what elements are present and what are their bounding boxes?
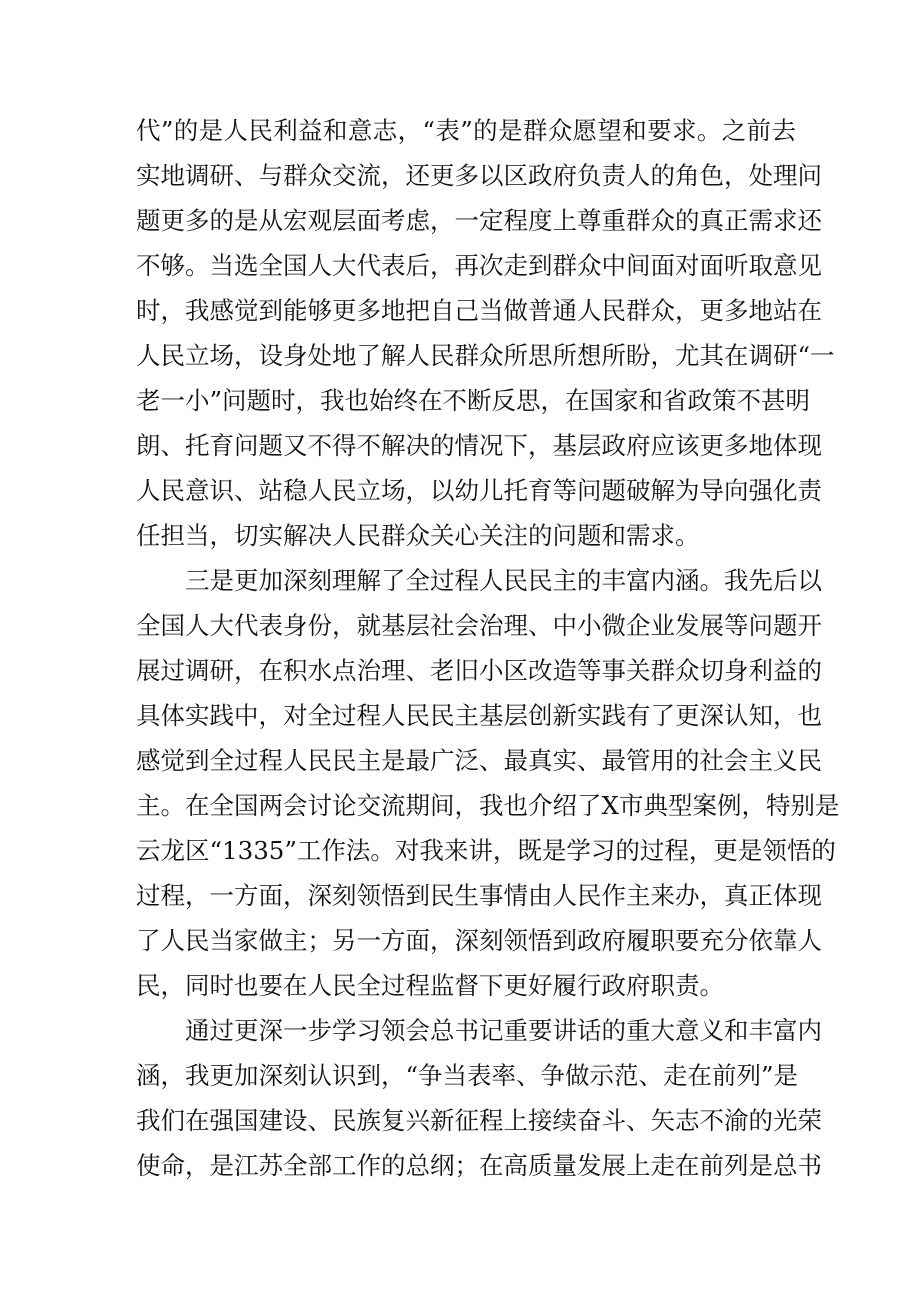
text-line: 云龙区“1335”工作法。对我来讲，既是学习的过程，更是领悟的: [136, 836, 836, 865]
document-body: [136, 108, 840, 1188]
text-line: 了人民当家做主；另一方面，深刻领悟到政府履职要充分依靠人: [136, 926, 822, 955]
text-line: 民，同时也要在人民全过程监督下更好履行政府职责。: [136, 971, 724, 1000]
text-line: 人民立场，设身处地了解人民群众所思所想所盼，尤其在调研“一: [136, 341, 835, 370]
text-line: 主。在全国两会讨论交流期间，我也介绍了X市典型案例，特别是: [136, 791, 840, 820]
paragraph-first-line: 三是更加深刻理解了全过程人民民主的丰富内涵。我先后以: [185, 566, 822, 595]
text-line: 具体实践中，对全过程人民民主基层创新实践有了更深认知，也: [136, 701, 822, 730]
text-line: 朗、托育问题又不得不解决的情况下，基层政府应该更多地体现: [136, 431, 822, 460]
text-line: 我们在强国建设、民族复兴新征程上接续奋斗、矢志不渝的光荣: [136, 1106, 822, 1135]
text-line: 使命，是江苏全部工作的总纲；在高质量发展上走在前列是总书: [136, 1151, 822, 1180]
text-line: 人民意识、站稳人民立场，以幼儿托育等问题破解为导向强化责: [136, 476, 822, 505]
text-line: 任担当，切实解决人民群众关心关注的问题和需求。: [136, 521, 700, 550]
text-line: 不够。当选全国人大代表后，再次走到群众中间面对面听取意见: [136, 251, 822, 280]
text-line: 题更多的是从宏观层面考虑，一定程度上尊重群众的真正需求还: [136, 206, 822, 235]
text-line: 展过调研，在积水点治理、老旧小区改造等事关群众切身利益的: [136, 656, 822, 685]
text-line: 时，我感觉到能够更多地把自己当做普通人民群众，更多地站在: [136, 296, 822, 325]
text-line: 实地调研、与群众交流，还更多以区政府负责人的角色，处理问: [136, 161, 822, 190]
text-line: 过程，一方面，深刻领悟到民生事情由人民作主来办，真正体现: [136, 881, 822, 910]
text-line: 老一小”问题时，我也始终在不断反思，在国家和省政策不甚明: [136, 386, 811, 415]
paragraph-first-line: 通过更深一步学习领会总书记重要讲话的重大意义和丰富内: [185, 1016, 822, 1045]
text-line: 全国人大代表身份，就基层社会治理、中小微企业发展等问题开: [136, 611, 822, 640]
text-line: 代”的是人民利益和意志，“表”的是群众愿望和要求。之前去: [136, 116, 796, 145]
text-line: 涵，我更加深刻认识到，“争当表率、争做示范、走在前列”是: [136, 1061, 799, 1090]
text-line: 感觉到全过程人民民主是最广泛、最真实、最管用的社会主义民: [136, 746, 822, 775]
